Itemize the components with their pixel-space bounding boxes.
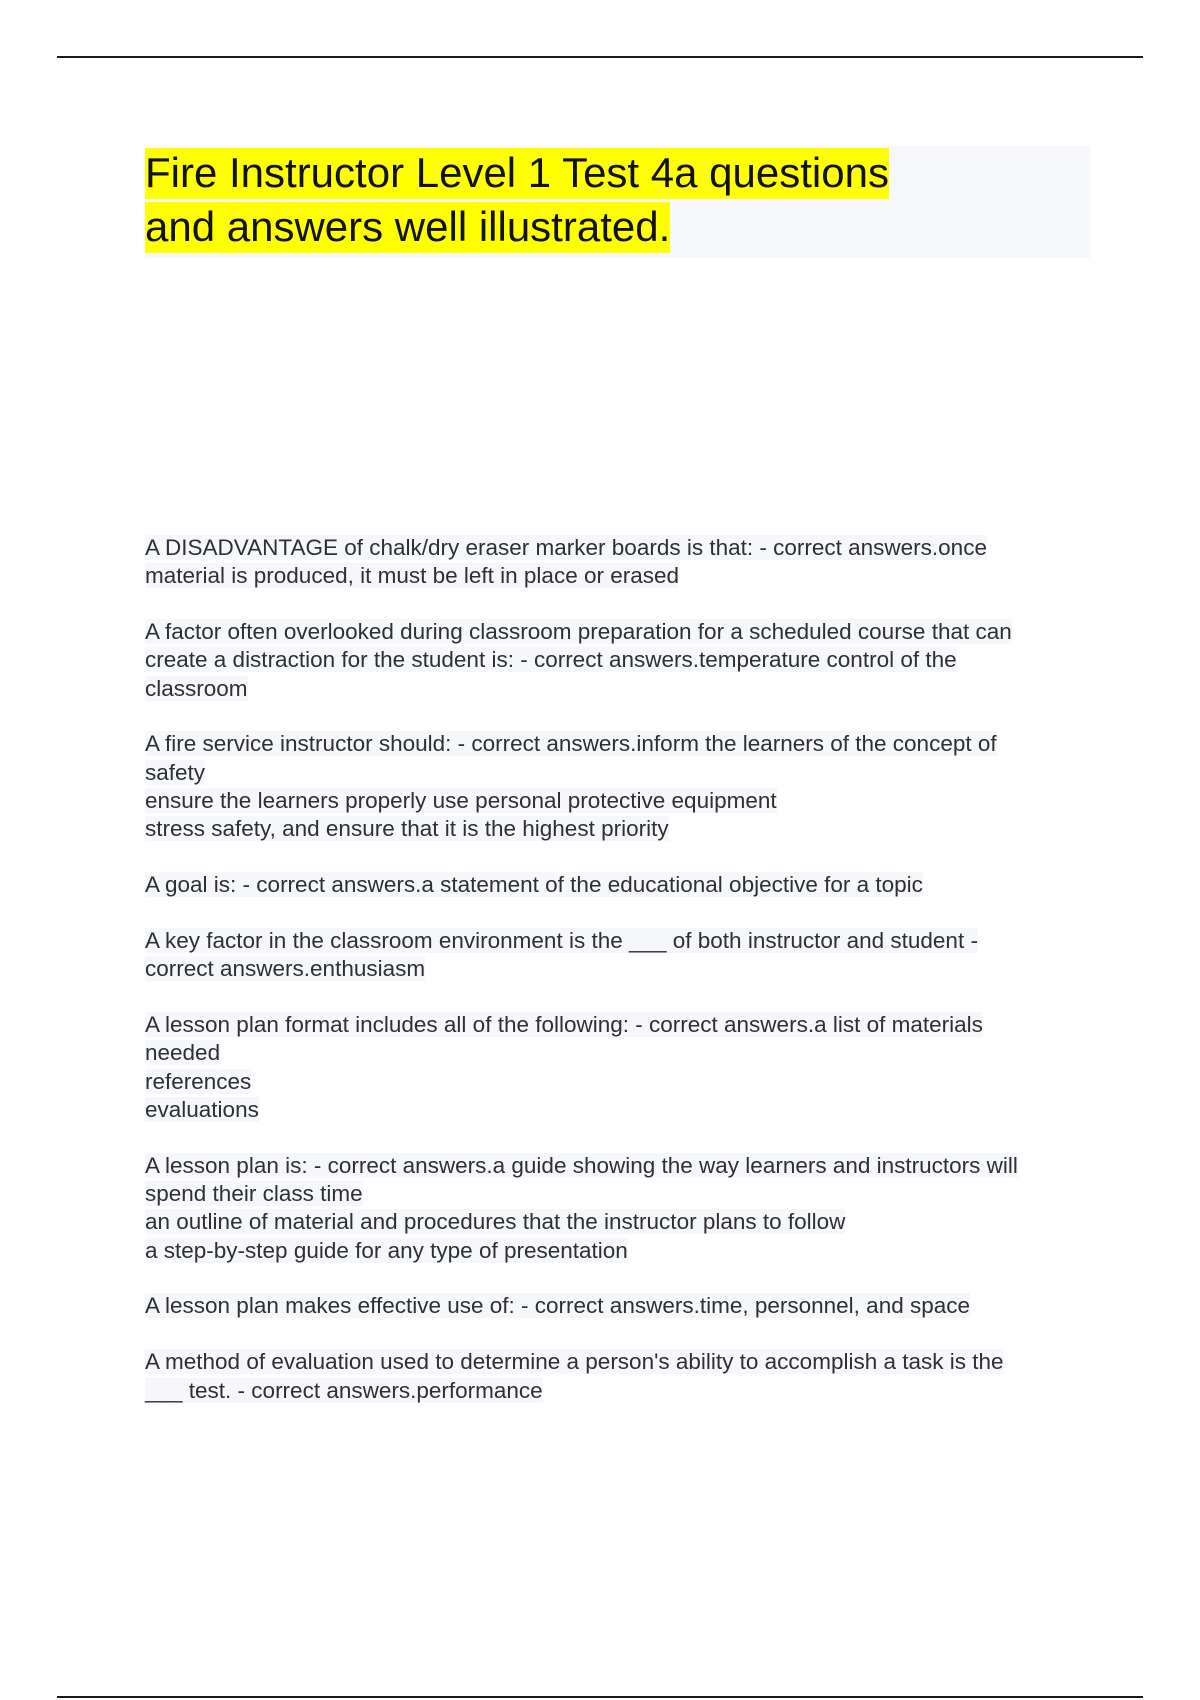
qa-text-line: ___ test. - correct answers.performance bbox=[145, 1377, 543, 1403]
qa-item-1 bbox=[145, 534, 1090, 591]
qa-text-line: evaluations bbox=[145, 1096, 259, 1122]
qa-text-line: an outline of material and procedures that the instructor plans to follow bbox=[145, 1209, 846, 1235]
document-title-line: Fire Instructor Level 1 Test 4a questions bbox=[145, 148, 889, 199]
qa-item-8 bbox=[145, 1292, 1090, 1320]
qa-text-line: create a distraction for the student is: - correct answers.temperature control of the bbox=[145, 647, 957, 673]
qa-text-line: classroom bbox=[145, 675, 248, 701]
qa-item-9 bbox=[145, 1348, 1090, 1405]
qa-text-line: A factor often overlooked during classroom preparation for a scheduled course that can bbox=[145, 619, 1012, 645]
qa-item-3 bbox=[145, 730, 1090, 843]
qa-item-2 bbox=[145, 618, 1090, 703]
qa-item-6 bbox=[145, 1011, 1090, 1124]
qa-text-line: correct answers.enthusiasm bbox=[145, 956, 426, 982]
qa-text-line: A DISADVANTAGE of chalk/dry eraser marker boards is that: - correct answers.once bbox=[145, 535, 987, 560]
qa-item-4 bbox=[145, 871, 1090, 899]
qa-text-line: material is produced, it must be left in place or erased bbox=[145, 563, 680, 589]
qa-item-5 bbox=[145, 927, 1090, 984]
qa-item-7 bbox=[145, 1152, 1090, 1265]
qa-text-line: safety bbox=[145, 759, 206, 785]
qa-text-line: a step-by-step guide for any type of presentation bbox=[145, 1237, 628, 1263]
qa-text-line: A fire service instructor should: - correct answers.inform the learners of the concept of bbox=[145, 731, 997, 757]
title-block bbox=[145, 146, 1090, 258]
qa-text-line: A key factor in the classroom environment is the ___ of both instructor and student - bbox=[145, 927, 978, 953]
qa-list bbox=[145, 534, 1090, 1432]
top-divider bbox=[57, 56, 1143, 58]
qa-text-line: spend their class time bbox=[145, 1181, 363, 1207]
qa-text-line: references bbox=[145, 1068, 252, 1094]
qa-text-line: ensure the learners properly use personal protective equipment bbox=[145, 788, 777, 814]
document-title-line: and answers well illustrated. bbox=[145, 202, 670, 253]
qa-text-line: A lesson plan makes effective use of: - correct answers.time, personnel, and space bbox=[145, 1293, 971, 1319]
qa-text-line: A lesson plan format includes all of the following: - correct answers.a list of materials bbox=[145, 1012, 983, 1038]
qa-text-line: A goal is: - correct answers.a statement of the educational objective for a topic bbox=[145, 872, 923, 898]
qa-text-line: stress safety, and ensure that it is the highest priority bbox=[145, 816, 669, 842]
bottom-divider bbox=[57, 1696, 1143, 1698]
qa-text-line: A lesson plan is: - correct answers.a guide showing the way learners and instructors will bbox=[145, 1152, 1018, 1178]
document-title bbox=[145, 146, 1090, 254]
qa-text-line: needed bbox=[145, 1040, 221, 1066]
qa-text-line: A method of evaluation used to determine a person's ability to accomplish a task is the bbox=[145, 1349, 1004, 1375]
